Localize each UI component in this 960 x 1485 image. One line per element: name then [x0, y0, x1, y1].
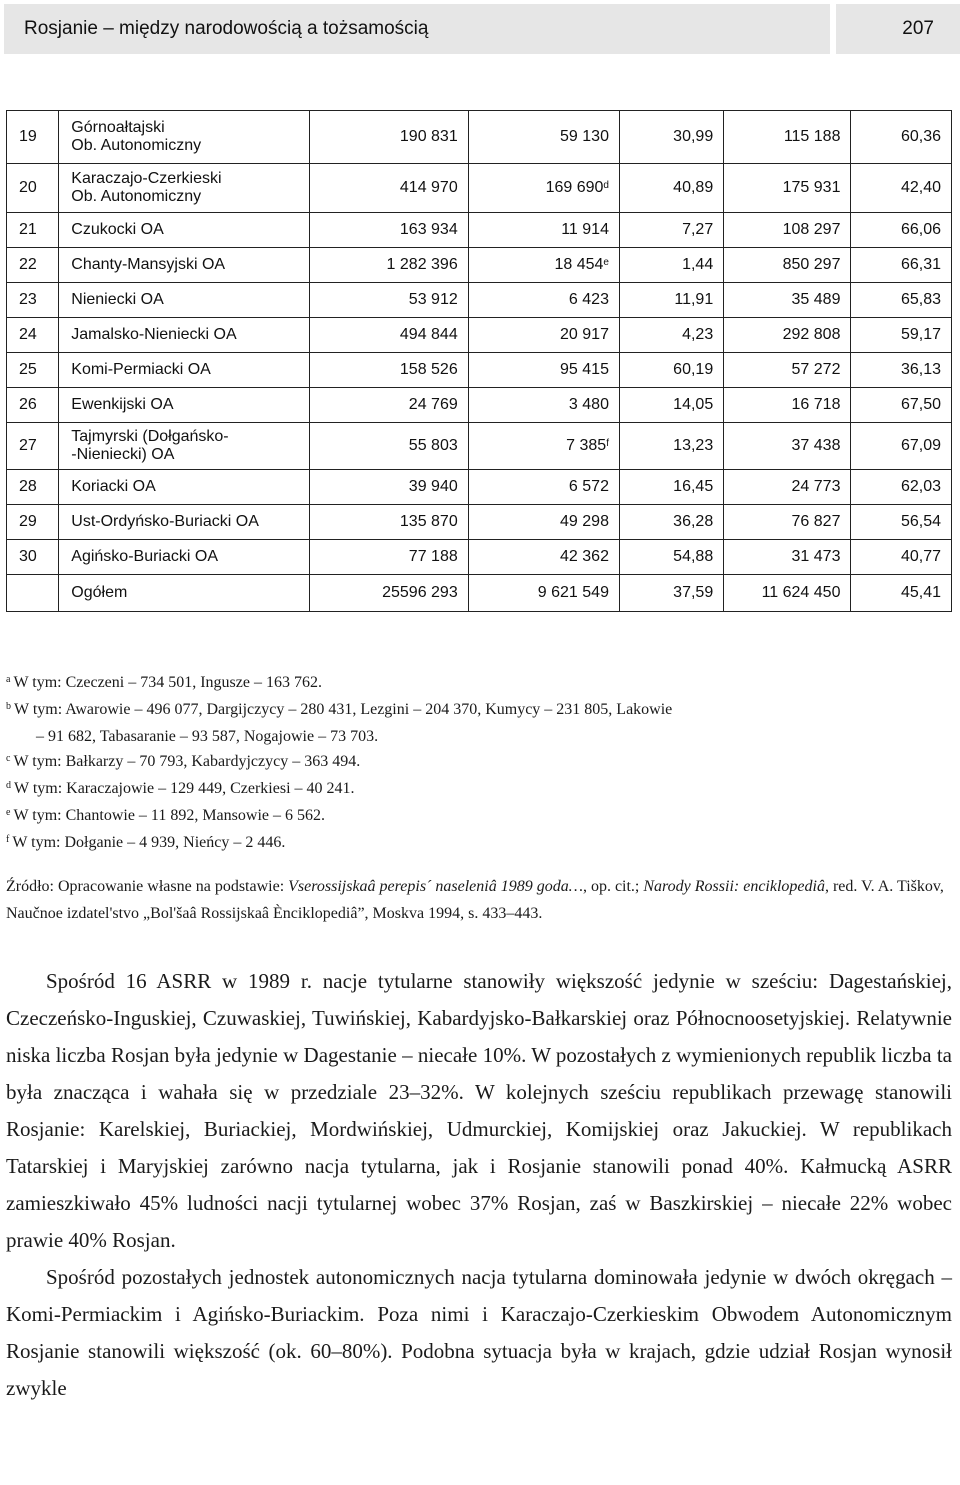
region-name	[59, 388, 309, 423]
cell-value: 60,19	[673, 361, 714, 378]
cell-value: 24 773	[791, 478, 841, 495]
running-header-title: Rosjanie – między narodowością a tożsamością	[24, 18, 429, 39]
region-name-line-1: Koriacki OA	[71, 478, 156, 495]
region-name-line-1: Agińsko-Buriacki OA	[71, 548, 218, 565]
footnote	[6, 776, 936, 803]
region-name-line-1: Jamalsko-Nieniecki OA	[71, 326, 237, 343]
cell-v1	[309, 388, 468, 423]
region-name-line-2: -Nieniecki) OA	[71, 446, 175, 463]
footnote-mark: e	[6, 807, 11, 818]
cell-v4	[724, 164, 851, 213]
cell-v3	[619, 505, 723, 540]
cell-v2	[468, 388, 619, 423]
cell-v4	[724, 283, 851, 318]
source-rest: , red. V. A. Tiškov, Naučnoe izdatel'stvo „Bol'šaâ Rossijskaâ Ènciklopediâ”, Moskva 1994, s. 433–443.	[6, 878, 944, 922]
row-number: 30	[7, 540, 59, 575]
region-name	[59, 353, 309, 388]
region-name-line-1: Chanty-Mansyjski OA	[71, 256, 226, 273]
footnote	[6, 697, 936, 724]
table-row	[7, 423, 952, 470]
row-number-empty	[7, 575, 59, 612]
table-row	[7, 540, 952, 575]
cell-v5	[851, 164, 952, 213]
cell-v5	[851, 423, 952, 470]
source-title-1: Vserossijskaâ perepis´ naseleniâ 1989 goda…	[288, 878, 583, 895]
footnote-text: W tym: Dołganie – 4 939, Nieńcy – 2 446.	[12, 834, 286, 851]
row-number: 23	[7, 283, 59, 318]
cell-v1	[309, 505, 468, 540]
region-name	[59, 164, 309, 213]
row-number: 29	[7, 505, 59, 540]
source-note	[6, 873, 954, 927]
cell-value: 36,28	[673, 513, 714, 530]
total-v5: 45,41	[851, 575, 952, 612]
cell-v2	[468, 540, 619, 575]
cell-value: 292 808	[782, 326, 841, 343]
footnote-mark: c	[6, 753, 11, 764]
cell-v3	[619, 318, 723, 353]
cell-value: 42,40	[900, 179, 941, 196]
cell-v1	[309, 283, 468, 318]
region-name	[59, 248, 309, 283]
cell-v3	[619, 164, 723, 213]
total-v4: 11 624 450	[724, 575, 851, 612]
cell-v4	[724, 470, 851, 505]
page-number: 207	[902, 18, 934, 39]
footnote-mark: f	[6, 834, 10, 845]
region-name-line-1: Nieniecki OA	[71, 291, 164, 308]
table-row	[7, 388, 952, 423]
total-v1: 25596 293	[309, 575, 468, 612]
cell-v2	[468, 283, 619, 318]
footnote-text: W tym: Bałkarzy – 70 793, Kabardyjczycy – 363 494.	[13, 753, 361, 770]
cell-value: 24 769	[408, 396, 458, 413]
cell-v5	[851, 111, 952, 164]
region-name	[59, 470, 309, 505]
cell-value: 115 188	[783, 128, 841, 145]
footnote-continuation: – 91 682, Tabasaranie – 93 587, Nogajowie – 73 703.	[36, 728, 379, 745]
cell-value: 49 298	[560, 513, 609, 530]
cell-v4	[724, 111, 851, 164]
cell-v4	[724, 423, 851, 470]
paragraph-1: Spośród 16 ASRR w 1989 r. nacje tytularne stanowiły większość jedynie w sześciu: Dagestańskiej, Czeczeńsko-Inguskiej, Czuwaskiej, Tuwińskiej, Kabardyjsko-Bałkarskiej oraz Północnoosetyjskiej. Relatywnie niska liczba Rosjan była jedynie w Dagestanie – niecałe 10%. W pozostałych z wymienionych republik liczba ta była znacząca i wahała się w przedziale 23–32%. W kolejnych sześciu republikach przewagę stanowili Rosjanie: Karelskiej, Buriackiej, Mordwińskiej, Udmurckiej, Komijskiej oraz Jakuckiej. W republikach Tatarskiej i Maryjskiej zarówno nacja tytularna, jak i Rosjanie stanowili ponad 40%. Kałmucką ASRR zamieszkiwało 45% ludności nacji tytularnej wobec 37% Rosjan, zaś w Baszkirskiej – niecałe 22% wobec prawie 40% Rosjan.	[6, 969, 952, 1252]
region-name-line-2: Ob. Autonomiczny	[71, 137, 202, 154]
footnote-ref: f	[606, 438, 609, 449]
cell-v3	[619, 423, 723, 470]
cell-value: 494 844	[399, 326, 458, 343]
cell-v1	[309, 470, 468, 505]
row-number: 19	[7, 111, 59, 164]
footnote	[6, 670, 936, 697]
cell-v2	[468, 423, 619, 470]
footnote-mark: a	[6, 674, 11, 685]
cell-value: 66,06	[900, 221, 941, 238]
row-number: 22	[7, 248, 59, 283]
source-mid: , op. cit.;	[582, 878, 644, 895]
table-row	[7, 470, 952, 505]
cell-v2	[468, 505, 619, 540]
cell-v2	[468, 470, 619, 505]
footnote-text: W tym: Czeczeni – 734 501, Ingusze – 163 762.	[13, 674, 322, 691]
cell-value: 67,09	[900, 437, 941, 454]
source-title-2: Narody Rossii: enciklopediâ	[643, 878, 825, 895]
source-label: Źródło: Opracowanie własne na podstawie:	[6, 878, 289, 895]
row-number: 25	[7, 353, 59, 388]
cell-value: 1 282 396	[386, 256, 458, 273]
cell-value: 39 940	[408, 478, 458, 495]
total-v2: 9 621 549	[468, 575, 619, 612]
region-name-line-1: Tajmyrski (Dołgańsko-	[71, 428, 229, 445]
cell-v2	[468, 164, 619, 213]
cell-value: 67,50	[900, 396, 941, 413]
cell-v3	[619, 111, 723, 164]
region-name-line-1: Ewenkijski OA	[71, 396, 174, 413]
region-name	[59, 213, 309, 248]
footnote-text: W tym: Karaczajowie – 129 449, Czerkiesi – 40 241.	[14, 780, 355, 797]
table-row	[7, 248, 952, 283]
table-row	[7, 505, 952, 540]
region-name	[59, 283, 309, 318]
cell-value: 40,77	[900, 548, 941, 565]
table-row	[7, 164, 952, 213]
row-number: 27	[7, 423, 59, 470]
cell-v4	[724, 248, 851, 283]
footnote-ref: d	[603, 180, 609, 191]
cell-value: 56,54	[900, 513, 941, 530]
row-number: 26	[7, 388, 59, 423]
footnote-mark: b	[6, 701, 11, 712]
cell-v5	[851, 318, 952, 353]
cell-value: 20 917	[560, 326, 609, 343]
row-number: 24	[7, 318, 59, 353]
cell-value: 6 423	[568, 291, 609, 308]
row-number: 28	[7, 470, 59, 505]
cell-v3	[619, 540, 723, 575]
cell-value: 30,99	[673, 128, 714, 145]
cell-value: 35 489	[791, 291, 841, 308]
cell-value: 16 718	[791, 396, 841, 413]
region-name-line-2: Ob. Autonomiczny	[71, 188, 202, 205]
region-name	[59, 540, 309, 575]
cell-v2	[468, 111, 619, 164]
cell-v3	[619, 283, 723, 318]
page-number-box	[836, 4, 960, 54]
cell-value: 65,83	[900, 291, 941, 308]
region-name	[59, 318, 309, 353]
cell-value: 60,36	[900, 128, 941, 145]
footnotes	[6, 670, 936, 857]
cell-v5	[851, 470, 952, 505]
cell-v5	[851, 283, 952, 318]
cell-v4	[724, 540, 851, 575]
cell-value: 31 473	[791, 548, 841, 565]
total-v3: 37,59	[619, 575, 723, 612]
table-row	[7, 111, 952, 164]
cell-value: 7,27	[682, 221, 714, 238]
cell-value: 77 188	[408, 548, 458, 565]
cell-value: 55 803	[408, 437, 458, 454]
cell-value: 6 572	[568, 478, 609, 495]
region-name-line-1: Górnoałtajski	[71, 119, 165, 136]
cell-value: 108 297	[782, 221, 841, 238]
cell-v5	[851, 505, 952, 540]
cell-v1	[309, 540, 468, 575]
cell-value: 135 870	[399, 513, 458, 530]
cell-v1	[309, 353, 468, 388]
cell-value: 163 934	[399, 221, 458, 238]
cell-value: 42 362	[560, 548, 609, 565]
cell-value: 53 912	[408, 291, 458, 308]
total-row	[7, 575, 952, 612]
cell-v3	[619, 248, 723, 283]
cell-v4	[724, 505, 851, 540]
population-table	[6, 110, 952, 612]
table-row	[7, 353, 952, 388]
cell-v3	[619, 353, 723, 388]
table-row	[7, 318, 952, 353]
cell-v5	[851, 353, 952, 388]
cell-v2	[468, 318, 619, 353]
cell-v4	[724, 388, 851, 423]
cell-value: 190 831	[399, 128, 458, 145]
cell-v1	[309, 213, 468, 248]
cell-v4	[724, 213, 851, 248]
table-row	[7, 283, 952, 318]
running-header	[4, 4, 830, 54]
cell-value: 169 690	[545, 179, 604, 196]
cell-v2	[468, 353, 619, 388]
region-name-line-1: Komi-Permiacki OA	[71, 361, 211, 378]
footnote	[6, 749, 936, 776]
cell-v1	[309, 164, 468, 213]
cell-value: 66,31	[900, 256, 941, 273]
region-name-line-1: Ust-Ordyńsko-Buriacki OA	[71, 513, 259, 530]
cell-v5	[851, 388, 952, 423]
cell-value: 850 297	[782, 256, 841, 273]
cell-v3	[619, 388, 723, 423]
cell-value: 11 914	[561, 221, 609, 238]
cell-value: 13,23	[673, 437, 714, 454]
footnote-text: W tym: Chantowie – 11 892, Mansowie – 6 562.	[13, 807, 325, 824]
cell-value: 4,23	[682, 326, 714, 343]
footnote-text: W tym: Awarowie – 496 077, Dargijczycy – 280 431, Lezgini – 204 370, Kumycy – 231 805, Lakowie	[14, 701, 673, 718]
footnote	[6, 803, 936, 830]
cell-value: 62,03	[900, 478, 941, 495]
row-number: 21	[7, 213, 59, 248]
cell-value: 3 480	[568, 396, 609, 413]
cell-value: 57 272	[791, 361, 841, 378]
cell-value: 7 385	[566, 437, 607, 454]
cell-value: 18 454	[554, 256, 604, 273]
cell-v2	[468, 213, 619, 248]
cell-value: 40,89	[673, 179, 714, 196]
cell-v2	[468, 248, 619, 283]
region-name-line-1: Karaczajo-Czerkieski	[71, 170, 222, 187]
cell-value: 76 827	[791, 513, 841, 530]
cell-value: 95 415	[560, 361, 609, 378]
footnote-ref: e	[603, 257, 609, 268]
cell-value: 59,17	[900, 326, 941, 343]
cell-value: 158 526	[399, 361, 458, 378]
body-text	[6, 963, 952, 1407]
cell-value: 1,44	[682, 256, 714, 273]
cell-v4	[724, 318, 851, 353]
paragraph-2: Spośród pozostałych jednostek autonomicznych nacja tytularna dominowała jedynie w dwóch okręgach – Komi-Permiackim i Agińsko-Buriackim. Poza nimi i Karaczajo-Czerkieskim Obwodem Autonomicznym Rosjanie stanowili większość (ok. 60–80%). Podobna sytuacja była w krajach, gdzie udział Rosjan wynosił zwykle	[6, 1265, 952, 1400]
region-name	[59, 111, 309, 164]
cell-v1	[309, 111, 468, 164]
footnote-mark: d	[6, 780, 11, 791]
cell-v4	[724, 353, 851, 388]
cell-v3	[619, 470, 723, 505]
cell-v3	[619, 213, 723, 248]
row-number: 20	[7, 164, 59, 213]
region-name	[59, 505, 309, 540]
cell-value: 175 931	[782, 179, 841, 196]
cell-value: 36,13	[900, 361, 941, 378]
cell-v1	[309, 248, 468, 283]
region-name	[59, 423, 309, 470]
cell-value: 59 130	[560, 128, 609, 145]
cell-value: 16,45	[673, 478, 714, 495]
table-row	[7, 213, 952, 248]
region-name-line-1: Czukocki OA	[71, 221, 164, 238]
cell-v1	[309, 423, 468, 470]
cell-value: 414 970	[399, 179, 458, 196]
cell-v5	[851, 213, 952, 248]
cell-v1	[309, 318, 468, 353]
cell-value: 37 438	[791, 437, 841, 454]
total-label: Ogółem	[59, 575, 309, 612]
cell-value: 54,88	[673, 548, 714, 565]
cell-v5	[851, 248, 952, 283]
cell-v5	[851, 540, 952, 575]
cell-value: 14,05	[673, 396, 714, 413]
footnote	[6, 830, 936, 857]
cell-value: 11,91	[674, 291, 714, 308]
